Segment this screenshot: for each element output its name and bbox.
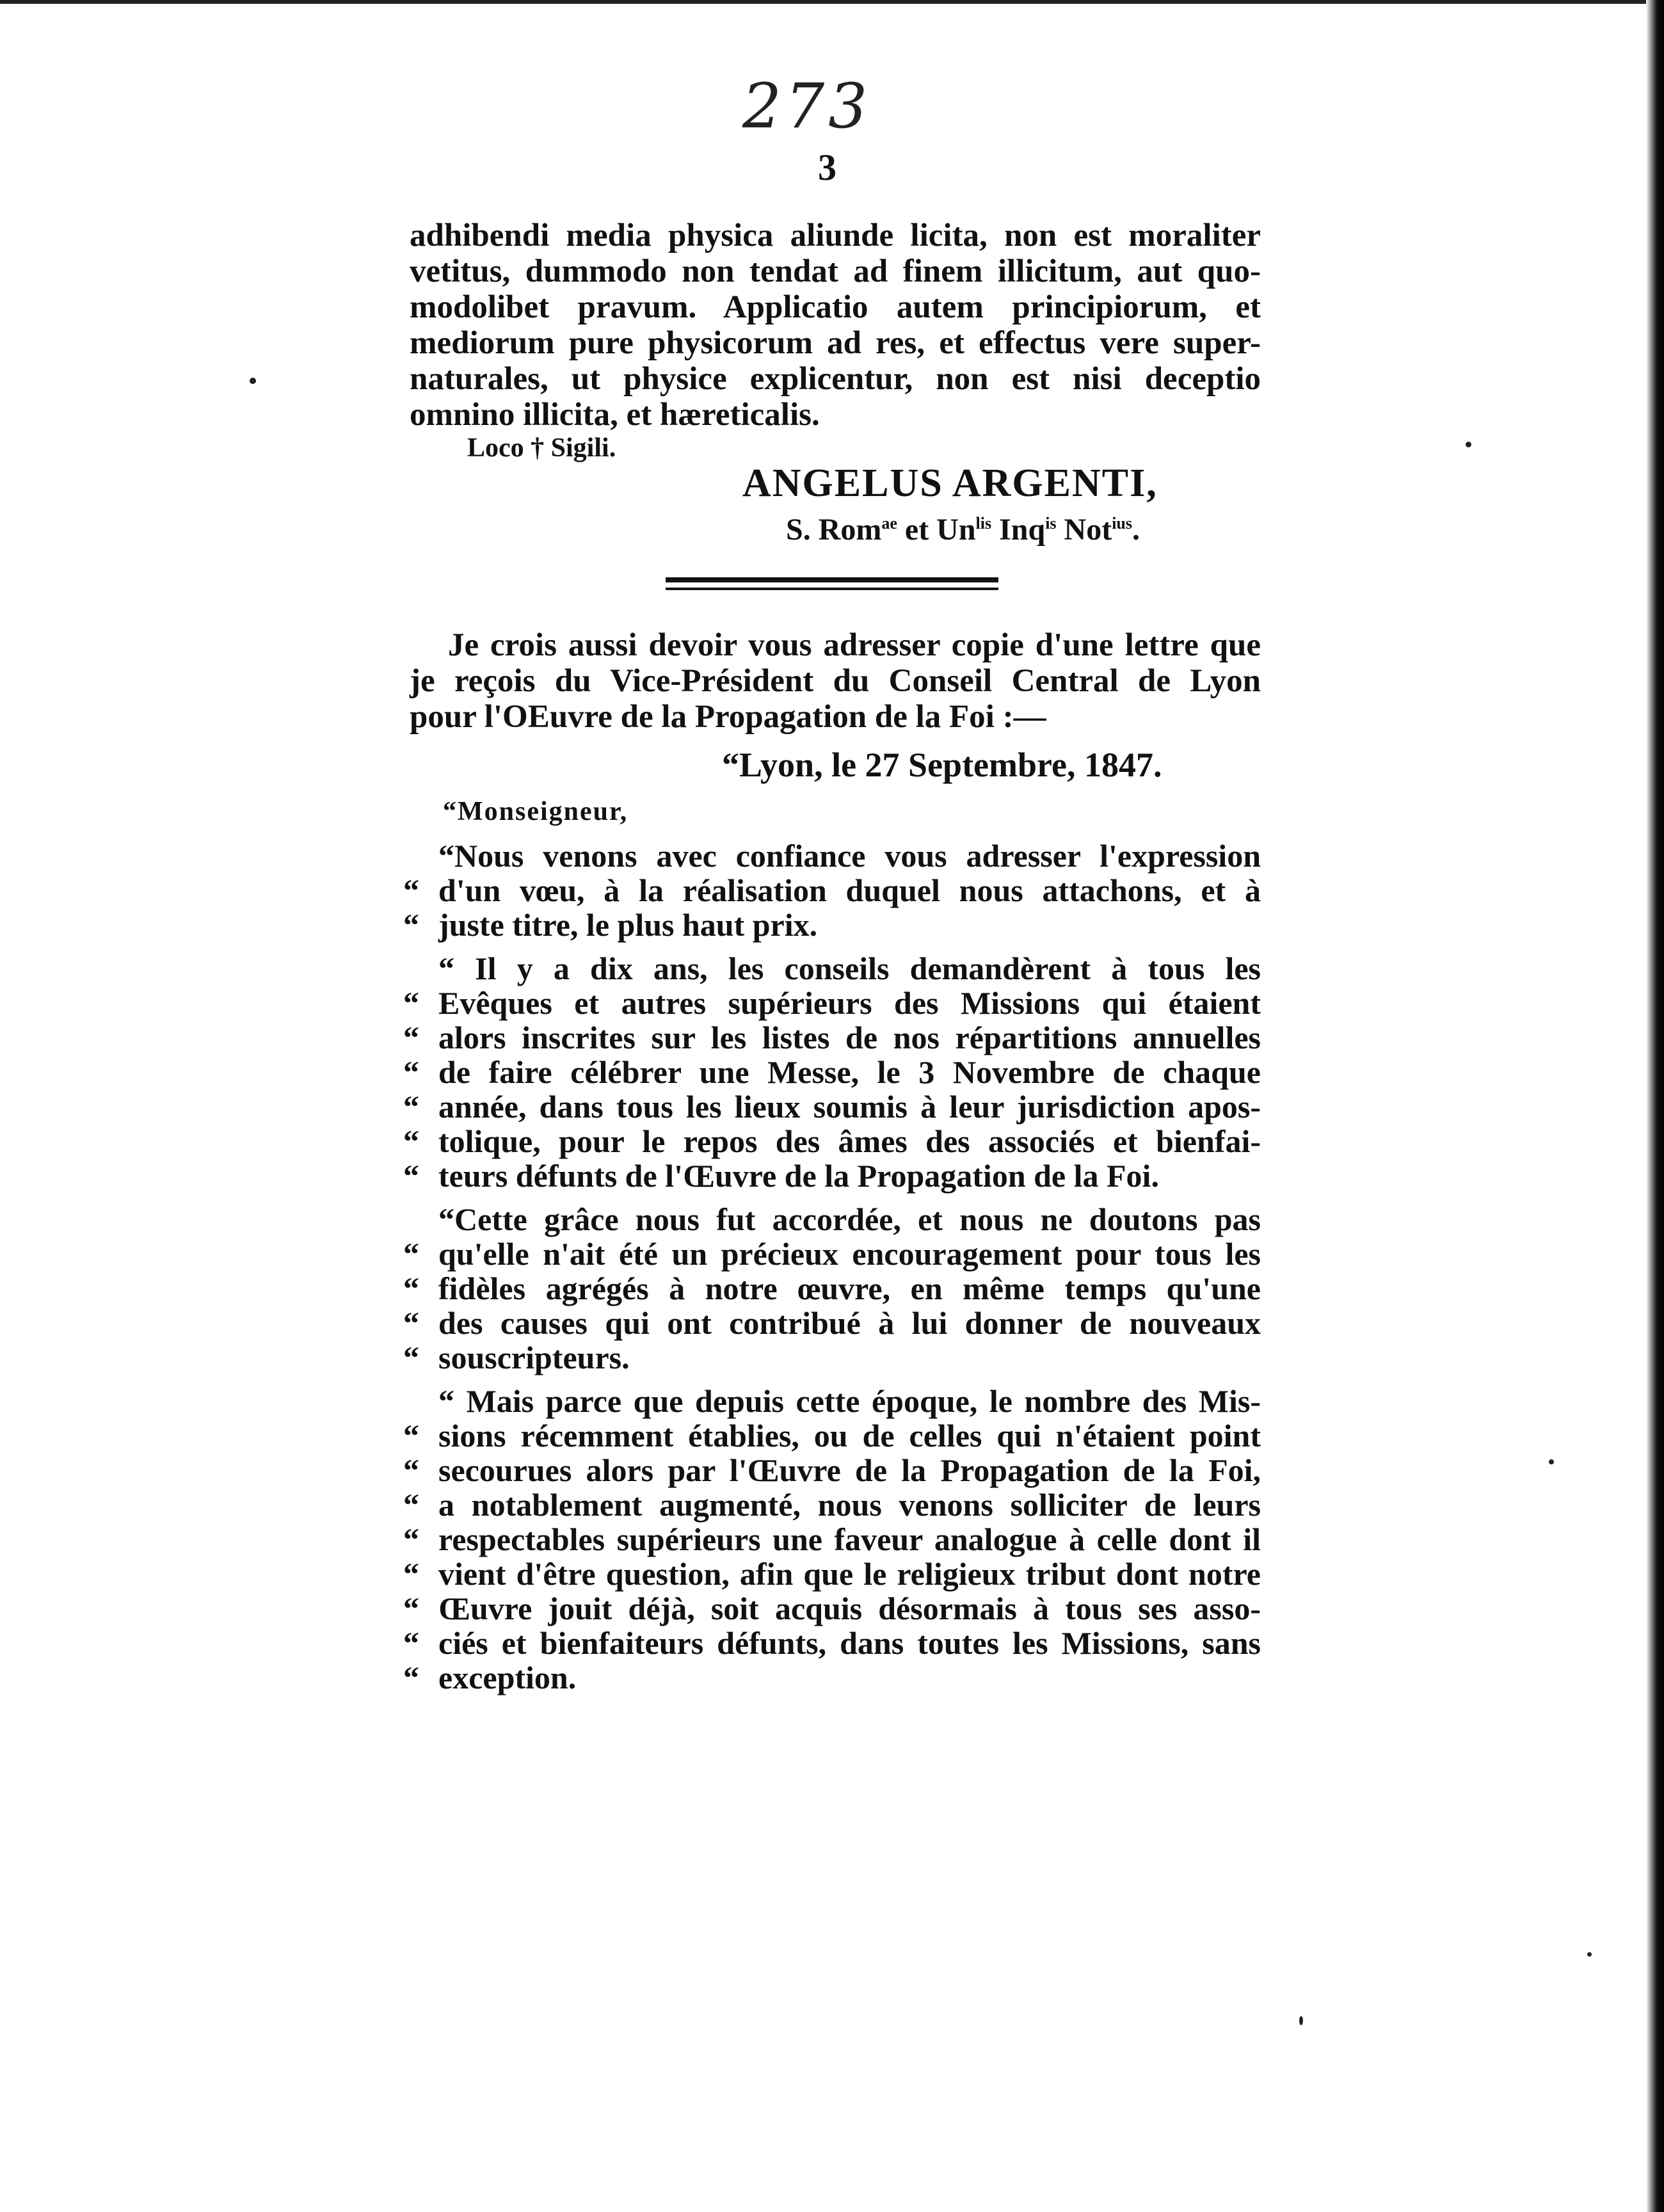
text-line: “ vient d'être question, afin que le religieux tribut dont notre (403, 1556, 1261, 1592)
letter-paragraph (403, 1384, 1261, 1695)
text-line: vetitus, dummodo non tendat ad finem illicitum, aut quo- (410, 253, 1261, 289)
handwritten-folio-number: 273 (742, 70, 872, 142)
scan-speck (1299, 2016, 1303, 2025)
letter-paragraph (403, 951, 1261, 1193)
text-line: “Nous venons avec confiance vous adresser l'expression (438, 838, 1261, 874)
intro-paragraph (410, 627, 1261, 735)
text-line: “ secourues alors par l'Œuvre de la Propagation de la Foi, (403, 1452, 1261, 1488)
text-line: “ Evêques et autres supérieurs des Missions qui étaient (403, 985, 1261, 1021)
text-line: omnino illicita, et hæreticalis. (410, 397, 820, 433)
signer-name: ANGELUS ARGENTI, (742, 461, 1158, 505)
text-line: pour l'OEuvre de la Propagation de la Foi :— (410, 699, 1046, 735)
text-line: “ Œuvre jouit déjà, soit acquis désormais à tous ses asso- (403, 1591, 1261, 1626)
page-top-border (0, 0, 1664, 4)
letter-date: “Lyon, le 27 Septembre, 1847. (722, 746, 1162, 784)
text-line: “ juste titre, le plus haut prix. (403, 907, 818, 943)
text-line: “ alors inscrites sur les listes de nos répartitions annuelles (403, 1020, 1261, 1055)
letter-paragraph (403, 838, 1261, 942)
text-line: “ sions récemment établies, ou de celles qui n'étaient point (403, 1418, 1261, 1454)
text-line: “ tolique, pour le repos des âmes des associés et bienfai- (403, 1123, 1261, 1159)
text-line: adhibendi media physica aliunde licita, non est moraliter (410, 218, 1261, 253)
scan-speck (250, 378, 256, 384)
text-line: “ année, dans tous les lieux soumis à leur jurisdiction apos- (403, 1089, 1261, 1125)
seal-placeholder: Loco † Sigili. (467, 433, 616, 463)
page-right-edge (1646, 0, 1664, 2212)
text-line: “ a notablement augmenté, nous venons solliciter de leurs (403, 1487, 1261, 1523)
text-line: mediorum pure physicorum ad res, et effectus vere super- (410, 325, 1261, 361)
text-line: modolibet pravum. Applicatio autem principiorum, et (410, 289, 1261, 325)
text-line: “ respectables supérieurs une faveur analogue à celle dont il (403, 1521, 1261, 1557)
text-line: “ exception. (403, 1660, 577, 1695)
section-divider (666, 577, 998, 582)
text-line: “ d'un vœu, à la réalisation duquel nous attachons, et à (403, 872, 1261, 908)
text-line: “ qu'elle n'ait été un précieux encouragement pour tous les (403, 1236, 1261, 1272)
text-line: je reçois du Vice-Président du Conseil Central de Lyon (410, 663, 1261, 699)
letter-paragraph (403, 1202, 1261, 1375)
text-line: naturales, ut physice explicentur, non est nisi deceptio (410, 361, 1261, 397)
scan-speck (1549, 1459, 1554, 1464)
section-divider-thin (666, 588, 998, 590)
text-line: “ Mais parce que depuis cette époque, le nombre des Mis- (438, 1383, 1261, 1419)
page-number: 3 (818, 147, 836, 188)
text-line: “ des causes qui ont contribué à lui donner de nouveaux (403, 1305, 1261, 1341)
text-line: “ souscripteurs. (403, 1340, 630, 1375)
letter-body (403, 838, 1261, 1704)
latin-paragraph (410, 218, 1261, 433)
scan-speck (1587, 1952, 1592, 1957)
text-line: Je crois aussi devoir vous adresser copie d'une lettre que (448, 627, 1261, 663)
text-line: “ Il y a dix ans, les conseils demandèrent à tous les (438, 950, 1261, 986)
letter-salutation: “Monseigneur, (443, 797, 628, 826)
text-line: “Cette grâce nous fut accordée, et nous ne doutons pas (438, 1201, 1261, 1237)
signer-title: S. Rom$^{ae}$ et $Un^{lis}$ Inq$^{is}$ Not$^{ius}$. (786, 513, 1140, 547)
scan-speck (1466, 442, 1471, 447)
text-line: “ ciés et bienfaiteurs défunts, dans toutes les Missions, sans (403, 1625, 1261, 1661)
text-line: “ de faire célébrer une Messe, le 3 Novembre de chaque (403, 1054, 1261, 1090)
text-line: “ fidèles agrégés à notre œuvre, en même temps qu'une (403, 1270, 1261, 1306)
text-line: “ teurs défunts de l'Œuvre de la Propagation de la Foi. (403, 1158, 1159, 1194)
